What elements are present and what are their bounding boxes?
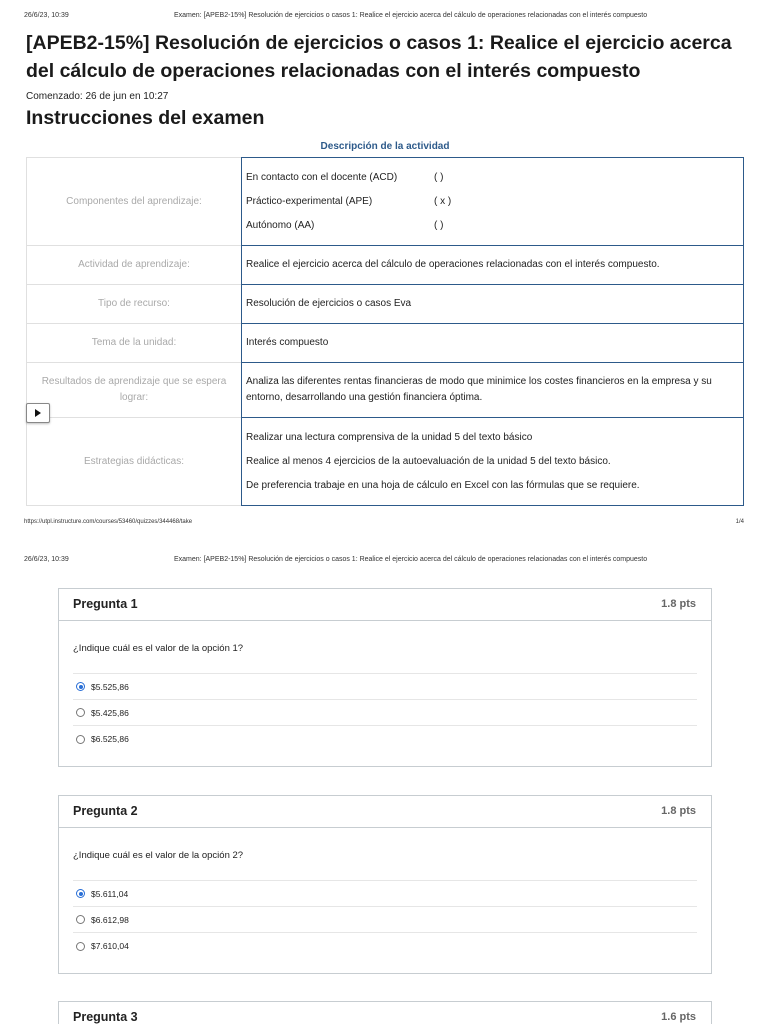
print-date: 26/6/23, 10:39 (24, 12, 69, 19)
resource-value: Resolución de ejercicios o casos Eva (241, 284, 744, 324)
row-topic (26, 323, 744, 363)
radio-button[interactable] (76, 942, 85, 951)
play-button[interactable] (26, 403, 50, 423)
component-item (246, 190, 739, 214)
answer-list (73, 880, 697, 959)
component-name: Autónomo (AA) (246, 219, 315, 231)
instructions-heading: Instrucciones del examen (26, 107, 265, 129)
print-date: 26/6/23, 10:39 (24, 556, 69, 563)
answer-option[interactable] (73, 674, 697, 700)
strategy-line: Realice al menos 4 ejercicios de la autoevaluación de la unidad 5 del texto básico. (246, 455, 611, 467)
row-results (26, 362, 744, 418)
radio-button-selected[interactable] (76, 682, 85, 691)
print-doc-title: Examen: [APEB2-15%] Resolución de ejercicios o casos 1: Realice el ejercicio acerca del cálculo de operaciones relacionadas con el interés compuesto (174, 556, 648, 563)
activity-value: Realice el ejercicio acerca del cálculo de operaciones relacionadas con el interés compuesto. (241, 245, 744, 285)
print-url: https://utpl.instructure.com/courses/53460/quizzes/344468/take (24, 519, 193, 525)
component-mark: ( ) (434, 171, 444, 183)
radio-button-selected[interactable] (76, 889, 85, 898)
print-header (24, 556, 744, 566)
play-icon (34, 409, 42, 417)
strategy-line: Realizar una lectura comprensiva de la unidad 5 del texto básico (246, 431, 533, 443)
component-item (246, 166, 739, 190)
question-points: 1.8 pts (661, 805, 696, 817)
question-2 (58, 795, 712, 974)
question-points: 1.6 pts (661, 1011, 696, 1023)
topic-value: Interés compuesto (241, 323, 744, 363)
question-name: Pregunta 1 (73, 597, 138, 611)
strategy-line: De preferencia trabaje en una hoja de cálculo en Excel con las fórmulas que se requiere. (246, 479, 640, 491)
question-header (59, 589, 711, 621)
print-doc-title: Examen: [APEB2-15%] Resolución de ejercicios o casos 1: Realice el ejercicio acerca del cálculo de operaciones relacionadas con el interés compuesto (174, 12, 648, 19)
question-1 (58, 588, 712, 767)
answer-label: $6.525,86 (91, 734, 129, 744)
answer-option[interactable] (73, 881, 697, 907)
answer-option[interactable] (73, 726, 697, 752)
answer-list (73, 673, 697, 752)
answer-option[interactable] (73, 907, 697, 933)
question-3 (58, 1001, 712, 1024)
row-activity (26, 245, 744, 285)
component-mark: ( x ) (434, 195, 452, 207)
resource-label: Tipo de recurso: (26, 284, 242, 324)
question-header (59, 796, 711, 828)
answer-label: $5.425,86 (91, 707, 129, 718)
question-header (59, 1002, 711, 1024)
component-mark: ( ) (434, 219, 444, 231)
answer-option[interactable] (73, 700, 697, 726)
question-points: 1.8 pts (661, 598, 696, 610)
answer-option[interactable] (73, 933, 697, 959)
component-item (246, 214, 739, 238)
row-components (26, 157, 744, 246)
row-resource (26, 284, 744, 324)
topic-label: Tema de la unidad: (26, 323, 242, 363)
activity-description-caption: Descripción de la actividad (320, 141, 450, 152)
strategies-value (241, 417, 744, 506)
question-text: ¿Indique cuál es el valor de la opción 2? (73, 850, 244, 861)
row-strategies (26, 417, 744, 506)
strategies-label: Estrategias didácticas: (26, 417, 242, 506)
activity-label: Actividad de aprendizaje: (26, 245, 242, 285)
component-name: En contacto con el docente (ACD) (246, 171, 398, 183)
answer-label: $5.525,86 (91, 681, 129, 692)
components-value (241, 157, 744, 246)
answer-label: $5.611,04 (91, 888, 129, 899)
component-name: Práctico-experimental (APE) (246, 195, 373, 207)
radio-button[interactable] (76, 915, 85, 924)
question-text: ¿Indique cuál es el valor de la opción 1? (73, 643, 244, 654)
radio-button[interactable] (76, 735, 85, 744)
print-header (24, 12, 744, 22)
quiz-title: [APEB2-15%] Resolución de ejercicios o casos 1: Realice el ejercicio acerca del cálculo de operaciones relacionadas con el interés compuesto (26, 32, 732, 82)
radio-button[interactable] (76, 708, 85, 717)
question-name: Pregunta 2 (73, 804, 138, 818)
print-footer (24, 519, 744, 529)
answer-label: $6.612,98 (91, 914, 129, 925)
answer-label: $7.610,04 (91, 941, 129, 951)
print-page-number: 1/4 (735, 519, 744, 525)
results-value: Analiza las diferentes rentas financieras de modo que minimice los costes financieros en la empresa y su entorno, desarrollando una gestión financiera óptima. (241, 362, 744, 418)
results-label: Resultados de aprendizaje que se espera lograr: (26, 362, 242, 418)
quiz-started-time: Comenzado: 26 de jun en 10:27 (26, 91, 169, 102)
question-name: Pregunta 3 (73, 1010, 138, 1024)
components-label: Componentes del aprendizaje: (26, 157, 242, 246)
